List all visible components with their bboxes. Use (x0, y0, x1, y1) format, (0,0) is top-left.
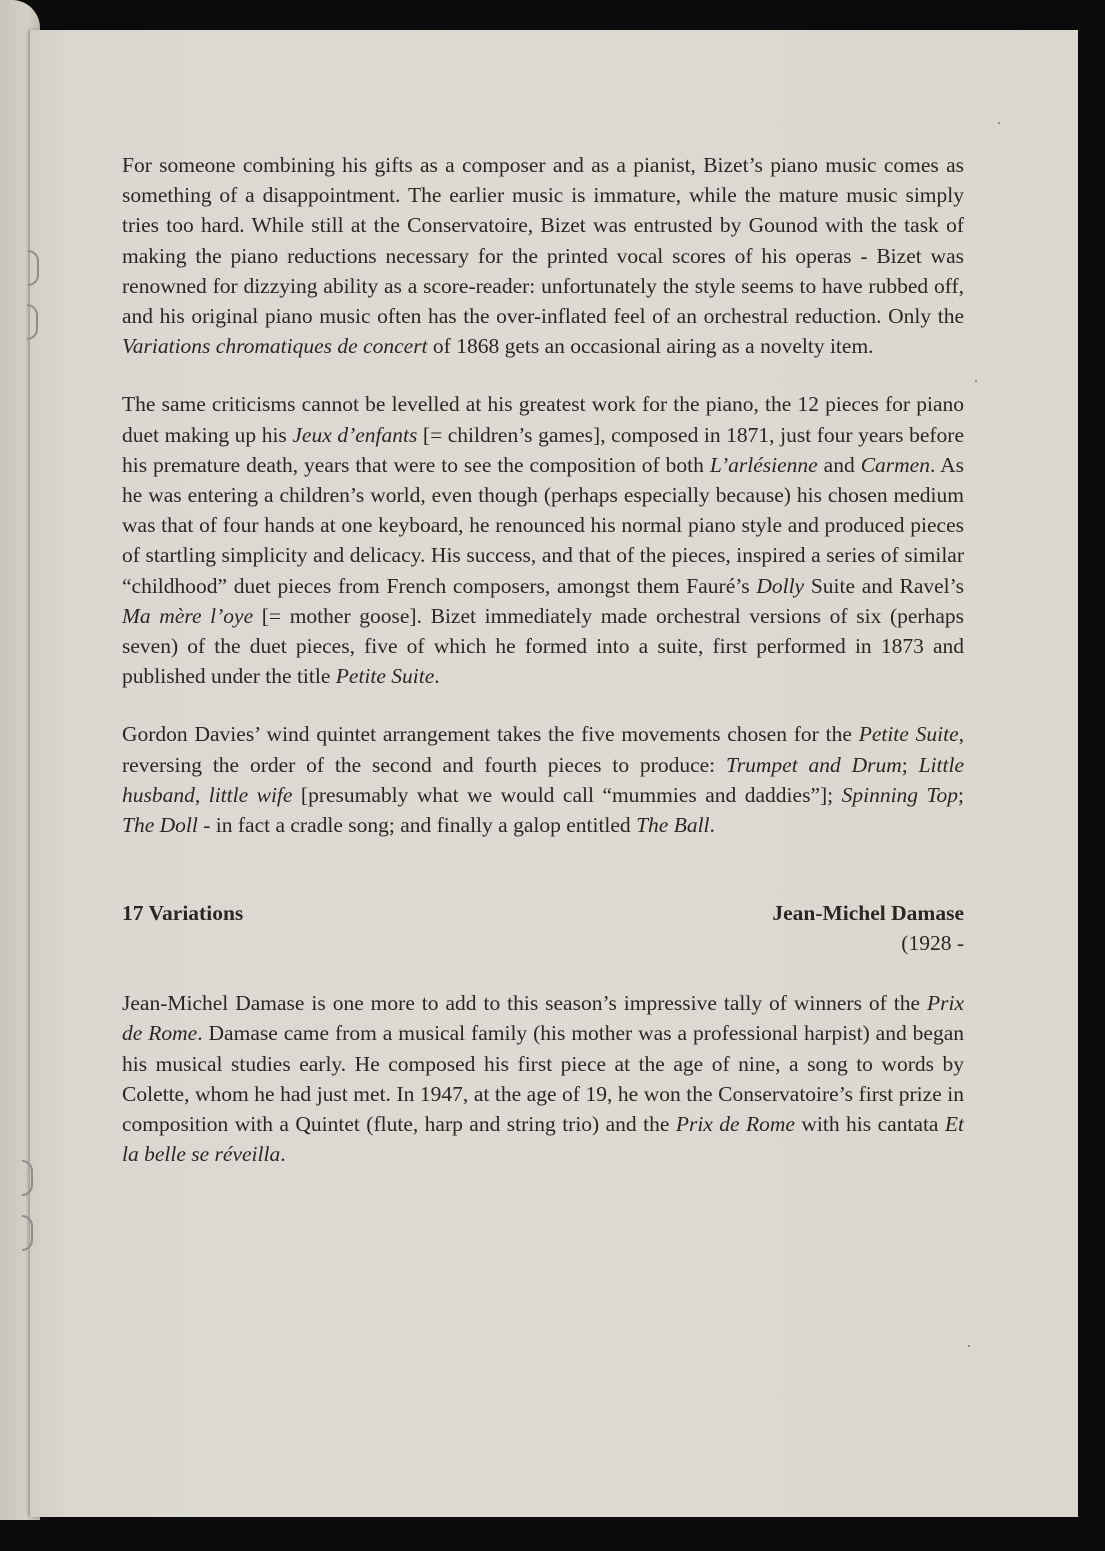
text-run: . (280, 1142, 286, 1167)
italic-title: The Ball (636, 813, 710, 838)
paper-speck (998, 122, 1000, 124)
text-run: - in fact a cradle song; and finally a galop entitled (197, 813, 637, 838)
italic-title: Prix de Rome (675, 1112, 795, 1137)
italic-title: Trumpet and Drum (725, 752, 902, 777)
text-run: of 1868 gets an occasional airing as a novelty item. (427, 334, 874, 359)
italic-title: Carmen (860, 452, 930, 477)
text-run: with his cantata (794, 1112, 945, 1137)
composer-name: Jean-Michel Damase (772, 901, 964, 926)
paper-speck (968, 1345, 970, 1347)
italic-title: Dolly (756, 573, 805, 598)
text-run: ; (958, 782, 964, 807)
text-run: [= children’s games], composed in 1871, just four years before his premature death, years that were to see the composition of both (122, 422, 964, 477)
text-run: ; (901, 752, 919, 777)
text-run: , reversing the order of the second and fourth pieces to produce: (122, 722, 964, 777)
text-run: [presumably what we would call “mummies and daddies”]; (292, 782, 842, 807)
italic-title: Ma mère l’oye (122, 603, 254, 628)
text-run: . Damase came from a musical family (his mother was a professional harpist) and began his musical studies early. He composed his first piece at the age of nine, a song to words by Colette, whom he had just met. In 1947, at the age of 19, he won the Conservatoire’s first prize in composition with a Quintet (flute, harp and string trio) and the (122, 1021, 965, 1137)
paragraph-damase-bio (122, 988, 964, 1169)
text-run: For someone combining his gifts as a composer and as a pianist, Bizet’s piano music comes as something of a disappointment. The earlier music is immature, while the mature music simply tries too hard. While still at the Conservatoire, Bizet was entrusted by Gounod with the task of making the piano reductions necessary for the printed vocal scores of his operas - Bizet was renowned for dizzying ability as a score-reader: unfortunately the style seems to have rubbed off, and his original piano music often has the over-inflated feel of an orchestral reduction. Only the (122, 153, 964, 329)
italic-title: Petite Suite (335, 664, 435, 689)
document-body (122, 150, 964, 1197)
italic-title: Et la belle se réveilla (122, 1112, 964, 1167)
italic-title: The Doll (122, 813, 198, 838)
text-run: . (434, 664, 440, 689)
paragraph-jeux-denfants (122, 389, 964, 691)
text-run: . As he was entering a children’s world, even though (perhaps especially because) his chosen medium was that of four hands at one keyboard, he renounced his normal piano style and produced pieces of startling simplicity and delicacy. His success, and that of the pieces, inspired a series of similar “childhood” duet pieces from French composers, amongst them Fauré’s (122, 452, 965, 598)
staple-icon (22, 1160, 33, 1196)
paper-speck (975, 380, 977, 382)
text-run: . (709, 813, 715, 838)
work-title: 17 Variations (122, 901, 244, 926)
staple-icon (28, 250, 39, 286)
text-run: The same criticisms cannot be levelled at his greatest work for the piano, the 12 pieces for piano duet making up his (122, 392, 964, 447)
paragraph-bizet-piano (122, 150, 964, 361)
section-heading (122, 898, 964, 958)
text-run: and (817, 452, 861, 477)
staple-icon (27, 304, 38, 340)
text-run: [= mother goose]. Bizet immediately made orchestral versions of six (perhaps seven) of the duet pieces, five of which he formed into a suite, first performed in 1873 and published under the title (122, 603, 964, 689)
italic-title: Jeux d’enfants (292, 422, 418, 447)
italic-title: Little husband, little wife (122, 752, 964, 807)
staple-icon (22, 1215, 33, 1251)
italic-title: Petite Suite (858, 722, 959, 747)
paragraph-wind-quintet (122, 719, 964, 840)
text-run: Gordon Davies’ wind quintet arrangement takes the five movements chosen for the (122, 722, 859, 747)
italic-title: L’arlésienne (709, 452, 818, 477)
composer-dates: (1928 - (901, 931, 964, 956)
italic-title: Spinning Top (841, 782, 959, 807)
text-run: Jean-Michel Damase is one more to add to this season’s impressive tally of winners of the (122, 991, 927, 1016)
italic-title: Variations chromatiques de concert (122, 334, 428, 359)
text-run: Suite and Ravel’s (804, 573, 964, 598)
italic-title: Prix de Rome (122, 991, 964, 1046)
